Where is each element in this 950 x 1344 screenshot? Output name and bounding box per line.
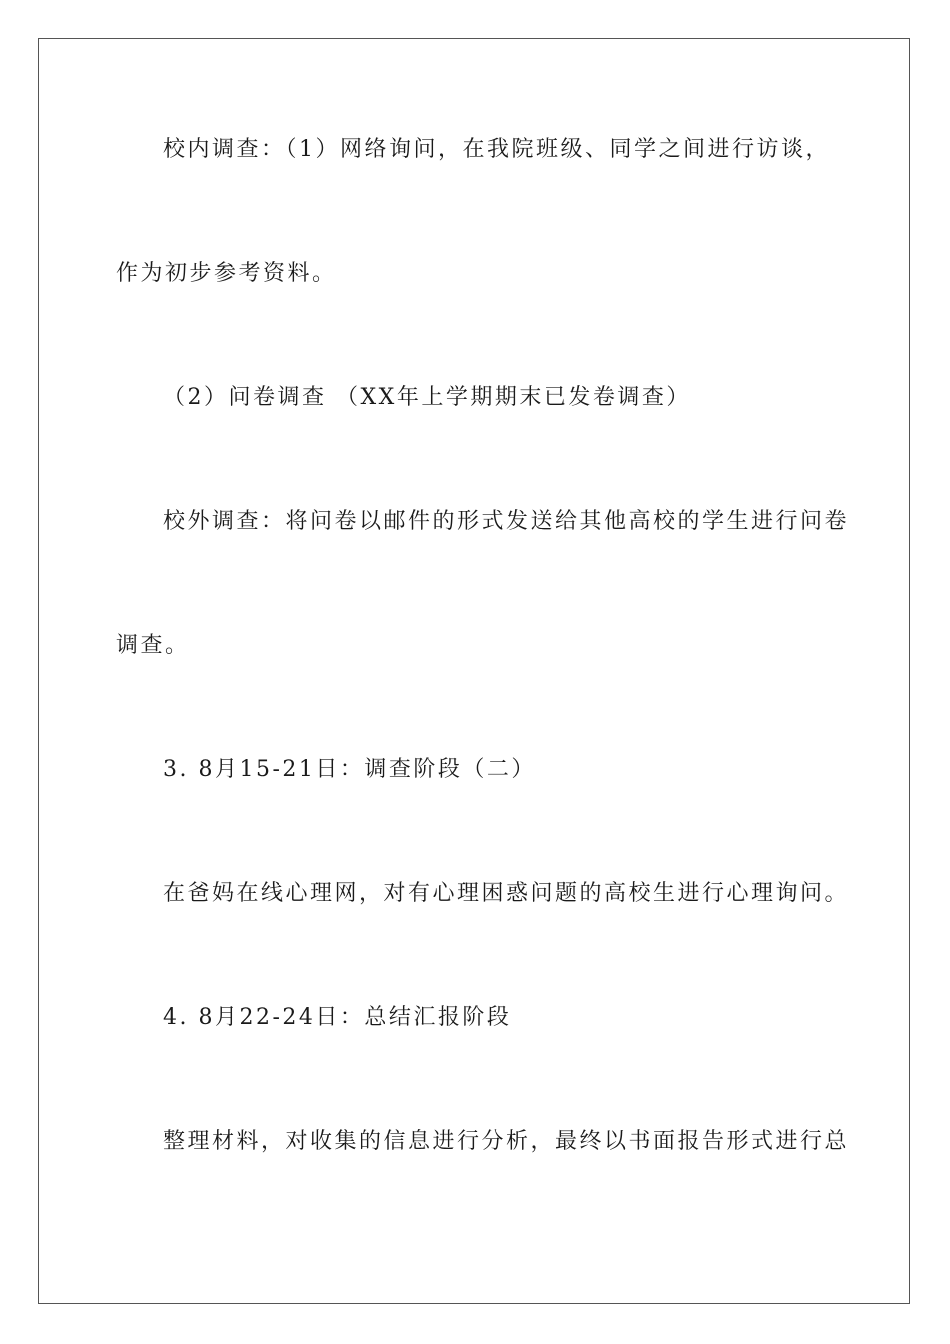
heading-stage-4: 4. 8月22-24日：总结汇报阶段 — [163, 1005, 512, 1030]
paragraph-on-campus-survey-line-2: 作为初步参考资料。 — [116, 261, 337, 286]
paragraph-summary-report: 整理材料，对收集的信息进行分析，最终以书面报告形式进行总 — [163, 1129, 850, 1154]
paragraph-off-campus-survey-line-1: 校外调查：将问卷以邮件的形式发送给其他高校的学生进行问卷 — [163, 509, 850, 534]
paragraph-online-counseling: 在爸妈在线心理网，对有心理困惑问题的高校生进行心理询问。 — [163, 881, 850, 906]
paragraph-questionnaire-survey: （2）问卷调查 （XX年上学期期末已发卷调查） — [163, 385, 691, 410]
page-border — [38, 38, 910, 1304]
heading-stage-3: 3. 8月15-21日：调查阶段（二） — [163, 757, 536, 782]
paragraph-off-campus-survey-line-2: 调查。 — [116, 633, 190, 658]
paragraph-on-campus-survey-line-1: 校内调查：（1）网络询问，在我院班级、同学之间进行访谈， — [163, 137, 830, 162]
